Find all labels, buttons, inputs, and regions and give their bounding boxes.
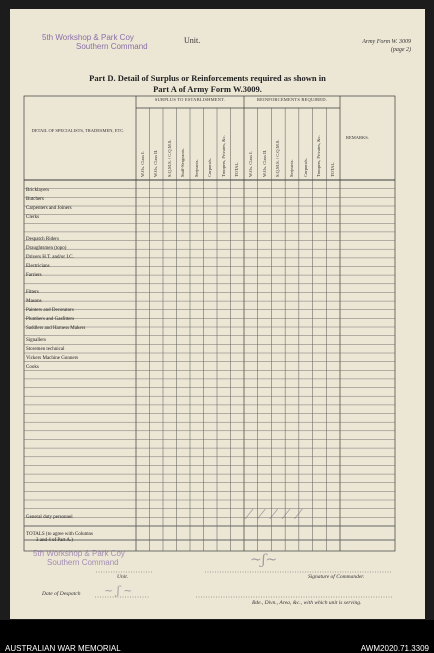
unit-label: Unit. <box>184 36 201 45</box>
totals-label <box>26 532 93 544</box>
trade-row-label: Despatch Riders <box>26 237 59 242</box>
form-number: Army Form W. 3009 <box>362 39 411 45</box>
trade-row-label: Storemen technical <box>26 347 65 352</box>
trade-row-label: Bricklayers <box>26 188 50 193</box>
footer-accession-number: AWM2020.71.3309 <box>360 644 429 653</box>
reinforcement-column-label: Troopers, Privates, &c. <box>316 135 322 177</box>
general-duty-label: General duty personnel <box>26 515 73 520</box>
trade-row-label: Electricians <box>26 264 50 269</box>
commander-signature: ~ʃ~ <box>250 552 278 568</box>
heading-line-2: Part A of Army Form W.3009. <box>153 84 262 94</box>
footer-institution: AUSTRALIAN WAR MEMORIAL <box>5 644 121 653</box>
stamp-bottom-line-2: Southern Command <box>47 558 119 567</box>
reinforcement-column-label: TOTAL. <box>330 161 336 177</box>
surplus-group-header: SURPLUS TO ESTABLISHMENT. <box>154 97 226 102</box>
surplus-column-label: Staff-Sergeants. <box>180 148 186 177</box>
reinforcement-column-label: Serjeants. <box>289 159 294 177</box>
trade-row-label: Signallers <box>26 338 46 343</box>
surplus-column-label: Troopers, Privates, &c. <box>220 135 226 177</box>
trade-row-label: Carpenters and Joiners <box>26 206 72 211</box>
surplus-column-label: W.Os. Class I. <box>139 151 145 177</box>
despatch-date-label: Date of Despatch <box>42 591 81 597</box>
formation-field-label: Bde., Divn., Area, &c., with which unit is serving. <box>252 600 362 606</box>
trade-row-label: Farriers <box>26 273 42 278</box>
trade-row-label: Cooks <box>26 365 39 370</box>
specialists-column-header: DETAIL OF SPECIALISTS, TRADESMEN, ETC. <box>31 128 125 133</box>
trade-row-label: Masons <box>26 299 42 304</box>
signature-field-label: Signature of Commander. <box>308 574 365 580</box>
reinforcement-column-label: W.Os. Class II. <box>261 149 267 177</box>
trade-row-label: Fitters <box>26 290 39 295</box>
stamp-bottom-line-1: 5th Workshop & Park Coy <box>33 549 125 558</box>
remarks-column-header: REMARKS. <box>346 135 369 140</box>
stamp-line-1: 5th Workshop & Park Coy <box>42 33 134 42</box>
unit-stamp-bottom <box>33 549 125 567</box>
trade-row-label: Butchers <box>26 197 44 202</box>
trade-row-label: Clerks <box>26 215 40 220</box>
trade-row-label: Vickers Machine Gunners <box>26 356 79 361</box>
trade-row-label: Draughtsmen (topo) <box>26 246 67 251</box>
surplus-column-label: Corporals. <box>207 158 213 177</box>
heading-line-1: Part D. Detail of Surplus or Reinforcements required as shown in <box>89 73 326 83</box>
form-page: (page 2) <box>390 47 411 53</box>
trade-row-label: Painters and Decorators <box>26 308 74 313</box>
totals-line-1: TOTALS (to agree with Columns <box>26 532 93 537</box>
handwritten-mark-totals: ⁄ ⁄ ⁄ ⁄ ⁄ <box>248 508 303 523</box>
reinforcements-group-header: REINFORCEMENTS REQUIRED. <box>256 97 328 102</box>
reinforcement-column-label: S.Q.M.S. / C.Q.M.S. <box>275 139 281 177</box>
unit-field-label: Unit. <box>117 574 129 580</box>
trade-row-label: Drivers H.T. and/or I.C. <box>26 255 74 260</box>
surplus-column-label: S.Q.M.S. / C.Q.M.S. <box>166 139 172 177</box>
handwritten-date: ~ ʃ ~ <box>104 584 133 597</box>
totals-line-2: 3 and 4 of Part A.) <box>36 538 73 543</box>
surplus-column-label: W.Os. Class II. <box>153 149 159 177</box>
surplus-column-label: TOTAL. <box>234 161 240 177</box>
reinforcement-column-label: W.Os. Class I. <box>247 151 253 177</box>
stamp-line-2: Southern Command <box>76 42 148 51</box>
reinforcement-column-label: Corporals. <box>302 158 308 177</box>
trade-row-label: Saddlers and Harness Makers <box>26 326 86 331</box>
surplus-column-label: Serjeants. <box>193 159 199 177</box>
trade-row-label: Plumbers and Gasfitters <box>26 317 75 322</box>
